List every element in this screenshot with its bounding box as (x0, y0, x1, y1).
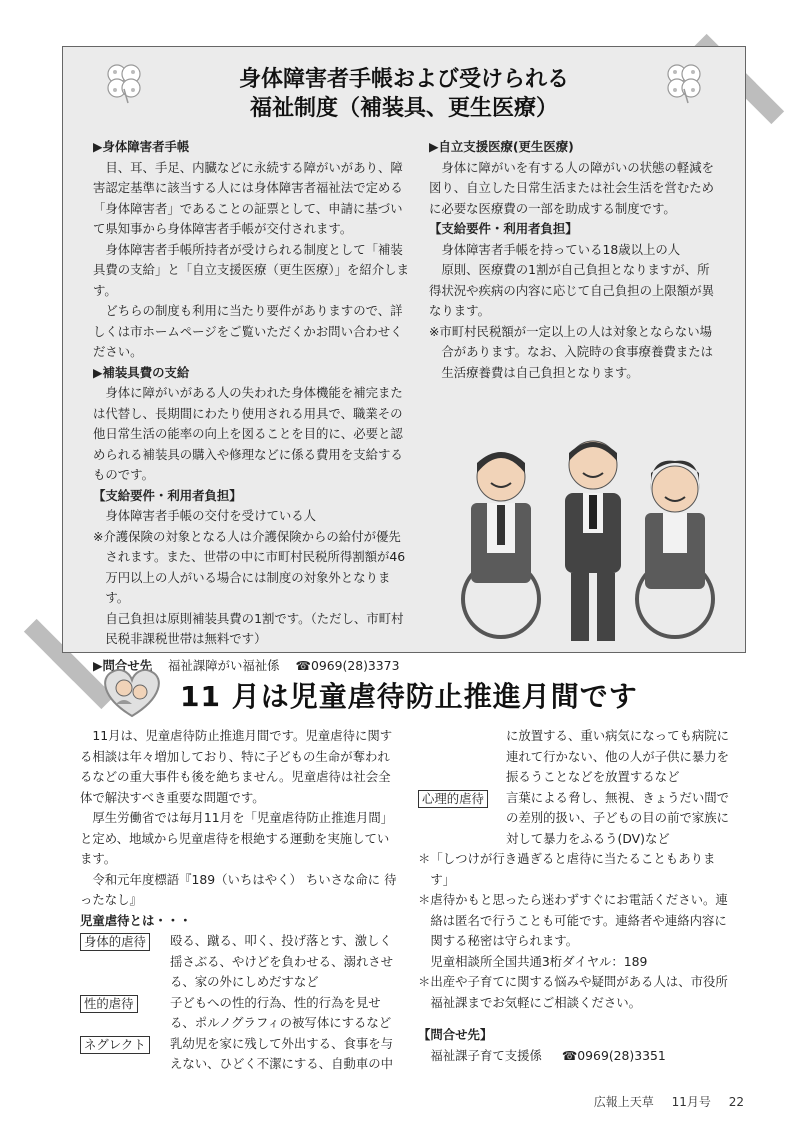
para-prosthetic: 身体に障がいがある人の失われた身体機能を補完または代替し、長期間にわたり使用される用具で、職業その他日常生活の能率の向上を図ることを目的に、必要と認められる補装具の購入や修理などに係る費用を支給するものです。 (93, 385, 403, 482)
desc-neglect: 乳幼児を家に残して外出する、食事を与えない、ひどく不潔にする、自動車の中 (170, 1035, 394, 1071)
para-requirement: 身体障害者手帳の交付を受けている人 (105, 508, 317, 523)
contact-tel: ☎0969(28)3373 (295, 657, 400, 673)
para-card-intro: 目、耳、手足、内臓などに永続する障がいがあり、障害認定基準に該当する人には身体障害者福祉法で定める「身体障害者」であることの証票として、申請に基づいて県知事から身体障害者手帳が交付されます。 (93, 159, 403, 236)
note-consult: ＊出産や子育てに関する悩みや疑問がある人は、市役所福祉課までお気軽にご相談ください。 (418, 974, 728, 1010)
para-slogan: 令和元年度標語『189（いちはやく） ちいさな命に 待ったなし』 (80, 871, 397, 907)
contact-dept-2: 福祉課子育て支援係 (430, 1047, 542, 1063)
box-title (63, 65, 745, 123)
desc-physical: 殴る、蹴る、叩く、投げ落とす、激しく揺さぶる、やけどを負わせる、溺れさせる、家の外にしめだすなど (170, 933, 394, 989)
para-month-intro: 11月は、児童虐待防止推進月間です。児童虐待に関する相談は年々増加しており、特に子どもの生命が奪われるなどの重大事件も後を絶ちません。児童虐待は社会全体で解決すべき重要な問題です。 (80, 728, 393, 805)
contact-heading-2: 【問合せ先】 (418, 1027, 493, 1042)
abuse-physical (80, 931, 398, 993)
heading-disability-card: ▶身体障害者手帳 (93, 139, 190, 154)
disability-info-box (62, 46, 746, 673)
para-card-inquiry: どちらの制度も利用に当たり要件がありますので、詳しくは市ホームページをご覧いただくかお問い合わせください。 (93, 303, 403, 359)
para-ministry: 厚生労働省では毎月11月を「児童虐待防止推進月間」と定め、地域から児童虐待を根絶する運動を実施しています。 (80, 810, 394, 866)
note-tax: ※市町村民税額が一定以上の人は対象とならない場合があります。なお、入院時の食事療養費または生活療養費は自己負担となります。 (429, 323, 713, 380)
heading-requirements-left: 【支給要件・利用者負担】 (93, 487, 242, 503)
abuse-sexual (80, 993, 398, 1034)
box-title-line2: 福祉制度（補装具、更生医療） (249, 96, 558, 121)
tag-physical: 身体的虐待 (80, 933, 150, 951)
box-title-line1: 身体障害者手帳および受けられる (238, 67, 569, 92)
para-medical: 身体に障がいを有する人の障がいの状態の軽減を図り、自立した日常生活または社会生活を営むために必要な医療費の一部を助成する制度です。 (429, 159, 714, 216)
contact-label: ▶問合せ先 (93, 657, 153, 673)
abuse-neglect (80, 1034, 398, 1075)
note-call: ＊虐待かもと思ったら迷わずすぐにお電話ください。連絡は匿名で行うことも可能です。連絡者や連絡内容に関する秘密は守られます。 (418, 892, 728, 948)
desc-sexual: 子どもへの性的行為、性的行為を見せる、ポルノグラフィの被写体にするなど (170, 994, 392, 1030)
tag-sexual: 性的虐待 (80, 995, 138, 1013)
heading-prosthetic: ▶補装具費の支給 (93, 364, 190, 380)
contact-dept: 福祉課障がい福祉係 (168, 657, 280, 673)
note-hotline: 児童相談所全国共通3桁ダイヤル：189 (430, 953, 648, 969)
footer-publication: 広報上天草 (593, 1095, 654, 1109)
person-wheelchair-right (637, 461, 713, 637)
para-medical-self-pay: 原則、医療費の1割が自己負担となりますが、所得状況や疾病の内容に応じて自己負担の上限額が異なります。 (429, 262, 714, 318)
para-self-pay: 自己負担は原則補装具費の1割です。（ただし、市町村民税非課税世帯は無料です） (105, 610, 404, 646)
heading-medical: ▶自立支援医療(更生医療) (429, 139, 574, 154)
desc-neglect-cont: に放置する、重い病気になっても病院に連れて行かない、他の人が子供に暴力を振るうことなどを放置するなど (506, 728, 730, 784)
person-wheelchair-left (463, 452, 539, 637)
abuse-psychological (418, 788, 730, 850)
family-heart-icon (98, 664, 166, 720)
box-right-column (429, 137, 719, 383)
box-left-column (93, 137, 411, 676)
para-card-systems: 身体障害者手帳所持者が受けられる制度として「補装具費の支給」と「自立支援医療（更生医療）」を紹介します。 (93, 241, 409, 298)
tag-psychological: 心理的虐待 (418, 790, 488, 808)
contact-tel-2: ☎0969(28)3351 (561, 1047, 666, 1063)
footer-issue: 11月号 (671, 1095, 711, 1109)
section-title-child-abuse: 11 月は児童虐待防止推進月間です (180, 680, 638, 713)
section2-left-column (80, 726, 398, 1075)
footer-page-number: 22 (728, 1095, 744, 1109)
section2-right-column (418, 726, 730, 1066)
desc-psychological: 言葉による脅し、無視、きょうだい間での差別的扱い、子どもの目の前で家族に対して暴力をふるう(DV)など (506, 789, 730, 846)
note-care-insurance: ※介護保険の対象となる人は介護保険からの給付が優先されます。また、世帯の中に市町村民税所得割額が46万円以上の人がいる場合には制度の対象外となります。 (93, 528, 406, 605)
heading-what-is-abuse: 児童虐待とは・・・ (80, 912, 192, 928)
wheelchair-illustration (453, 433, 723, 643)
heading-requirements-right: 【支給要件・利用者負担】 (429, 221, 578, 236)
tag-neglect: ネグレクト (80, 1036, 150, 1054)
para-medical-requirement: 身体障害者手帳を持っている18歳以上の人 (441, 241, 681, 257)
contact-line-2 (418, 1046, 730, 1067)
page-footer (580, 1093, 744, 1110)
person-standing (565, 441, 621, 641)
note-discipline: ＊「しつけが行き過ぎると虐待に当たることもあります」 (418, 851, 716, 887)
